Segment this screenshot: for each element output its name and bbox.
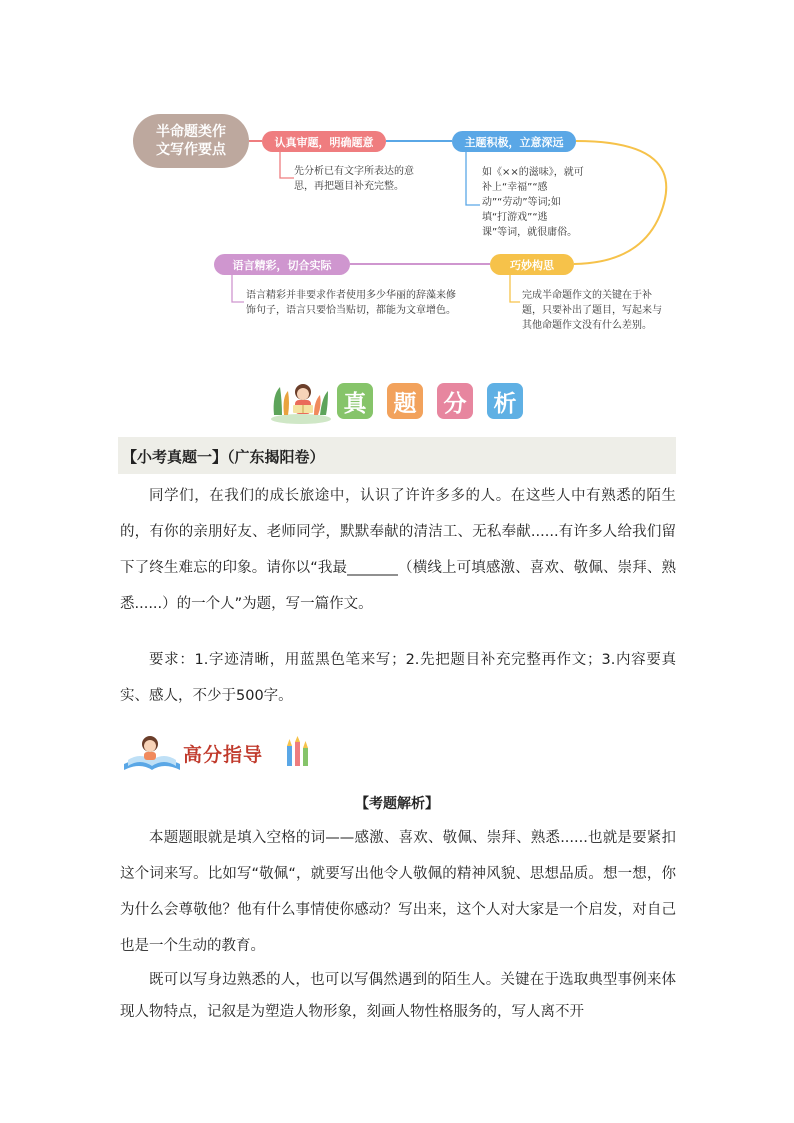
question-body: 同学们，在我们的成长旅途中，认识了许许多多的人。在这些人中有熟悉的陌生的，有你的亲朋好友、老师同学，默默奉献的清洁工、无私奉献......有许多人给我们留下了终生难忘的印象。请你以“我最_______（横线上可填感激、喜欢、敬佩、崇拜、熟悉......）的一个人”为题，写一篇作文。 xyxy=(120,488,676,612)
question-heading: 【小考真题一】（广东揭阳卷） xyxy=(122,448,325,466)
analysis-title: 【考题解析】 xyxy=(355,796,439,812)
mind-map-note-review-topic: 先分析已有文字所表达的意 思，再把题目补充完整。 xyxy=(294,166,414,192)
mind-map-node-review-topic: 认真审题，明确题意 xyxy=(262,131,386,152)
question-requirement: 要求：1.字迹清晰，用蓝黑色笔来写；2.先把题目补充完整再作文；3.内容要真实、感人，不少于500字。 xyxy=(120,652,676,704)
banner-char-3: 分 xyxy=(437,383,473,419)
mind-map-note-conception: 完成半命题作文的关键在于补 题，只要补出了题目，写起来与 其他命题作文没有什么差别。 xyxy=(522,290,662,331)
guide-label: 高分指导 xyxy=(183,744,264,766)
pencils-icon xyxy=(284,736,314,768)
student-book-icon xyxy=(120,730,182,774)
mind-map-node-theme: 主题积极，立意深远 xyxy=(452,131,576,152)
mind-map-note-theme: 如《××的滋味》，就可 补上“幸福”“感 动”“劳动”等词;如 填“打游戏”“逃 课”等词，就很庸俗。 xyxy=(482,167,584,238)
analysis-paragraph-2: 既可以写身边熟悉的人，也可以写偶然遇到的陌生人。关键在于选取典型事例来体现人物特点，记叙是为塑造人物形象，刻画人物性格服务的，写人离不开 xyxy=(120,972,676,1020)
banner-char-2: 题 xyxy=(387,383,423,419)
mind-map-node-conception: 巧妙构思 xyxy=(490,254,574,275)
mind-map-note-language: 语言精彩并非要求作者使用多少华丽的辞藻来修 饰句子，语言只要恰当贴切，都能为文章增色。 xyxy=(246,290,456,316)
mind-map-node-language: 语言精彩，切合实际 xyxy=(214,254,350,275)
reading-girl-illustration xyxy=(268,375,334,425)
analysis-paragraph-1: 本题题眼就是填入空格的词——感激、喜欢、敬佩、崇拜、熟悉......也就是要紧扣这个词来写。比如写“敬佩“，就要写出他令人敬佩的精神风貌、思想品质。想一想，你为什么会尊敬他？他有什么事情使你感动？写出来，这个人对大家是一个启发，对自己也是一个生动的教育。 xyxy=(120,830,676,954)
mind-map-root: 半命题类作 文写作要点 xyxy=(133,114,249,168)
banner-char-1: 真 xyxy=(337,383,373,419)
banner-char-4: 析 xyxy=(487,383,523,419)
